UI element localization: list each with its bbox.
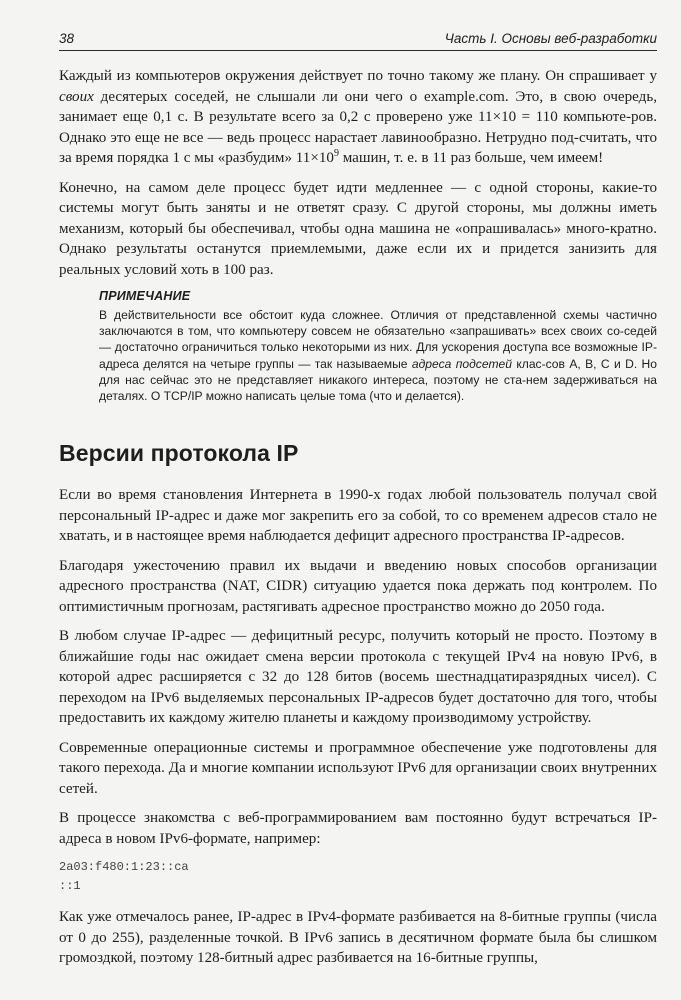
note-title: ПРИМЕЧАНИЕ bbox=[99, 289, 191, 303]
paragraph-slower: Конечно, на самом деле процесс будет идти медленнее — с одной стороны, какие-то системы могут быть заняты и не ответят сразу. С другой стороны, мы должны иметь механизм, который бы обеспечивал, чтобы одна машина не «опрашивалась» много-кратно. Однако результаты останутся приемлемыми, даже если их и придется занизить для реальных условий хоть в 100 раз. bbox=[59, 179, 657, 278]
note-box bbox=[99, 289, 657, 408]
running-title: Часть I. Основы веб-разработки bbox=[444, 31, 657, 46]
page-header bbox=[59, 28, 657, 51]
note-emphasis: адреса подсетей bbox=[411, 356, 512, 371]
note-text-part: клас-сов A, B, C и D. Но для нас сейчас это не представляет никакого интереса, поэтому не ста-нем задерживаться на деталях. О TCP/IP можно написать целые тома (что и делается). bbox=[99, 356, 657, 404]
paragraph-text: машин, т. е. в 11 раз больше, чем имеем! bbox=[338, 150, 604, 166]
paragraph-ipv6-format: В процессе знакомства с веб-программированием вам постоянно будут встречаться IP-адреса в новом IPv6-формате, например: bbox=[59, 810, 657, 847]
note-text bbox=[99, 307, 657, 404]
code-line: ::1 bbox=[59, 879, 81, 894]
paragraph-ipv4-format: Как уже отмечалось ранее, IP-адрес в IPv4-формате разбивается на 8-битные группы (числа от 0 до 255), разделенные точкой. В IPv6 запись в десятичном формате была бы слишком громоздкой, поэтому 128-битный адрес разбивается на 16-битные группы, bbox=[59, 909, 657, 967]
page-number: 38 bbox=[59, 31, 75, 46]
note-text-part: В действительности все обстоит куда сложнее. Отличия от представленной схемы частично заключаются в том, что компьютеру совсем не обязательно «запрашивать» всех своих со-седей — достаточно ограничиться только некоторыми из них. Для ускорения доступа все возможные IP-адреса делятся на четыре группы — так называемые bbox=[99, 308, 657, 371]
superscript: 9 bbox=[333, 147, 339, 159]
paragraph-ipv6-transition: В любом случае IP-адрес — дефицитный ресурс, получить который не просто. Поэтому в ближайшие годы нас ожидает смена версии протокола с текущей IPv4 на новую IPv6, в которой адрес расширяется с 32 до 128 битов (восемь шестнадцатиразрядных чисел). С переходом на IPv6 выделяемых персональных IP-адресов будет достаточно для того, чтобы предоставить их каждому жителю планеты и каждому производимому устройству. bbox=[59, 628, 657, 727]
section-heading: Версии протокола IP bbox=[59, 440, 299, 467]
code-line: 2a03:f480:1:23::ca bbox=[59, 860, 189, 875]
paragraph-nat-cidr: Благодаря ужесточению правил их выдачи и введению новых способов организации адресного пространства (NAT, CIDR) ситуацию удается пока держать под контролем. По оптимистичным прогнозам, растягивать адресное пространство можно до 2050 года. bbox=[59, 557, 657, 615]
code-example bbox=[59, 858, 657, 896]
paragraph-ip-history: Если во время становления Интернета в 1990-х годах любой пользователь получал свой персональный IP-адрес и даже мог закрепить его за собой, то со временем адресов стало не хватать, и в настоящее время наблюдается дефицит адресного пространства IP-адресов. bbox=[59, 487, 657, 545]
emphasis-text: своих bbox=[59, 88, 94, 105]
paragraph-text: десятерых соседей, не слышали ли они чего о example.com. Это, в свою очередь, занимает еще 0,1 с. В результате всего за 0,2 с проверено уже 11×10 = 110 компьюте-ров. Однако это еще не все — ведь процесс нарастает лавинообразно. Нетрудно под-считать, что за время порядка 1 с мы «разбудим» 11×10 bbox=[59, 88, 657, 166]
page-body bbox=[59, 66, 657, 978]
paragraph-text: Каждый из компьютеров окружения действует по точно такому же плану. Он спрашивает у bbox=[59, 68, 657, 84]
paragraph-neighbors bbox=[59, 66, 657, 169]
paragraph-modern-os: Современные операционные системы и программное обеспечение уже подготовлены для такого перехода. Да и многие компании используют IPv6 для организации своих внутренних сетей. bbox=[59, 739, 657, 797]
